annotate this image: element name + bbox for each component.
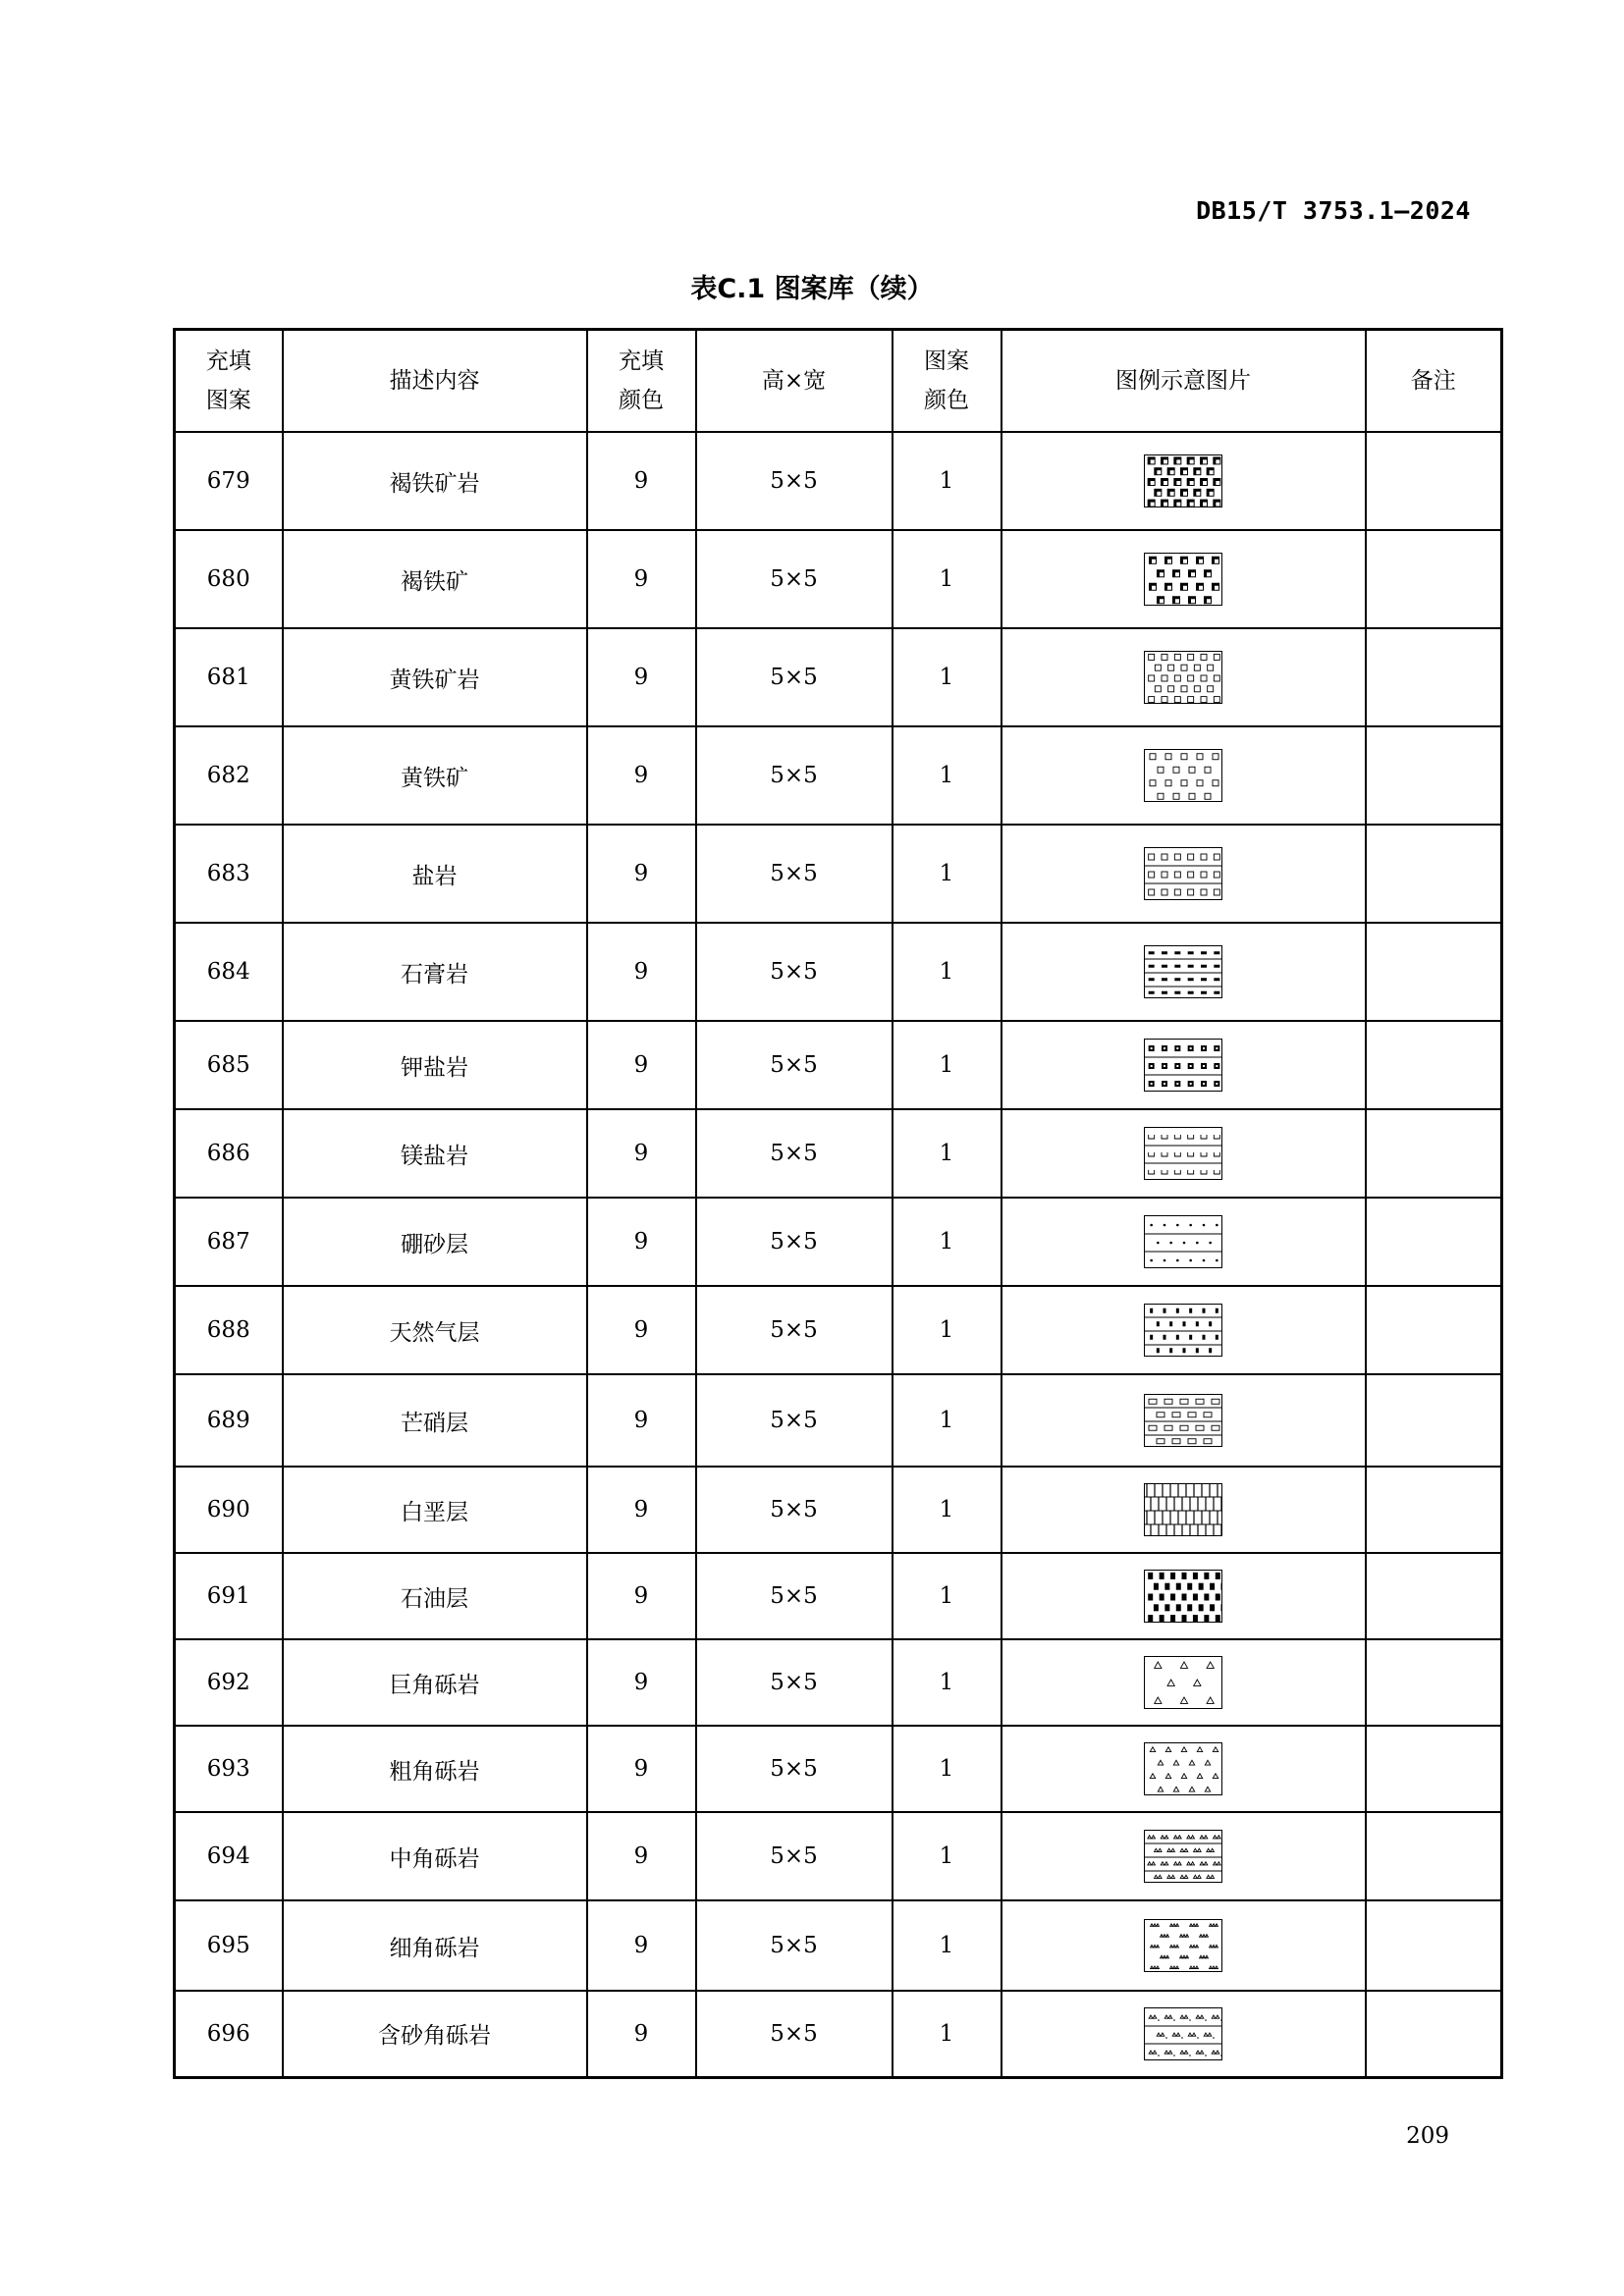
cell-fill-color: 9 xyxy=(587,1900,696,1991)
cell-pattern-id: 692 xyxy=(175,1639,283,1726)
header-fill-color xyxy=(587,330,696,433)
cell-height-width: 5×5 xyxy=(696,1109,893,1198)
cell-legend-image xyxy=(1001,530,1366,628)
cell-pattern-id: 679 xyxy=(175,432,283,530)
cell-pattern-color: 1 xyxy=(893,1553,1001,1639)
cell-pattern-color: 1 xyxy=(893,1900,1001,1991)
table-row xyxy=(175,432,1502,530)
cell-legend-image xyxy=(1001,1109,1366,1198)
cell-fill-color: 9 xyxy=(587,1812,696,1900)
cell-height-width: 5×5 xyxy=(696,1286,893,1374)
cell-legend-image xyxy=(1001,1726,1366,1812)
cell-remarks xyxy=(1366,530,1502,628)
table-row xyxy=(175,1553,1502,1639)
cell-description: 黄铁矿岩 xyxy=(283,628,587,726)
cell-remarks xyxy=(1366,628,1502,726)
cell-height-width: 5×5 xyxy=(696,628,893,726)
cell-fill-color: 9 xyxy=(587,1991,696,2077)
cell-remarks xyxy=(1366,1109,1502,1198)
header-label: 图案 颜色 xyxy=(924,348,969,413)
table-row xyxy=(175,1812,1502,1900)
cell-pattern-color: 1 xyxy=(893,530,1001,628)
cell-fill-color: 9 xyxy=(587,1286,696,1374)
pattern-swatch-magnesia xyxy=(1144,1127,1222,1180)
pattern-swatch-dense-cornersq xyxy=(1144,454,1222,507)
table-row xyxy=(175,628,1502,726)
cell-description: 黄铁矿 xyxy=(283,726,587,825)
pattern-swatch-salt xyxy=(1144,847,1222,900)
cell-description: 石油层 xyxy=(283,1553,587,1639)
cell-remarks xyxy=(1366,1639,1502,1726)
cell-pattern-id: 693 xyxy=(175,1726,283,1812)
cell-legend-image xyxy=(1001,825,1366,923)
cell-pattern-color: 1 xyxy=(893,1467,1001,1553)
cell-description: 细角砾岩 xyxy=(283,1900,587,1991)
pattern-swatch-oil xyxy=(1144,1570,1222,1623)
pattern-swatch-potash xyxy=(1144,1039,1222,1092)
cell-remarks xyxy=(1366,1286,1502,1374)
cell-remarks xyxy=(1366,726,1502,825)
pattern-swatch-dense-openbox xyxy=(1144,651,1222,704)
cell-legend-image xyxy=(1001,923,1366,1021)
cell-pattern-id: 681 xyxy=(175,628,283,726)
cell-pattern-id: 694 xyxy=(175,1812,283,1900)
cell-description: 石膏岩 xyxy=(283,923,587,1021)
cell-legend-image xyxy=(1001,1198,1366,1286)
cell-pattern-color: 1 xyxy=(893,628,1001,726)
cell-height-width: 5×5 xyxy=(696,530,893,628)
pattern-library-table xyxy=(173,328,1503,2079)
cell-remarks xyxy=(1366,923,1502,1021)
cell-remarks xyxy=(1366,432,1502,530)
cell-fill-color: 9 xyxy=(587,530,696,628)
cell-pattern-color: 1 xyxy=(893,1991,1001,2077)
cell-fill-color: 9 xyxy=(587,1553,696,1639)
cell-height-width: 5×5 xyxy=(696,1812,893,1900)
page-number: 209 xyxy=(1406,2123,1449,2149)
cell-pattern-color: 1 xyxy=(893,726,1001,825)
cell-description: 盐岩 xyxy=(283,825,587,923)
document-code: DB15/T 3753.1—2024 xyxy=(1196,196,1471,225)
cell-description: 硼砂层 xyxy=(283,1198,587,1286)
header-legend-image: 图例示意图片 xyxy=(1001,330,1366,433)
cell-description: 中角砾岩 xyxy=(283,1812,587,1900)
cell-pattern-id: 696 xyxy=(175,1991,283,2077)
cell-pattern-id: 688 xyxy=(175,1286,283,1374)
cell-legend-image xyxy=(1001,1812,1366,1900)
cell-fill-color: 9 xyxy=(587,1726,696,1812)
cell-remarks xyxy=(1366,1900,1502,1991)
cell-pattern-id: 687 xyxy=(175,1198,283,1286)
table-row xyxy=(175,1900,1502,1991)
header-description: 描述内容 xyxy=(283,330,587,433)
cell-legend-image xyxy=(1001,726,1366,825)
cell-fill-color: 9 xyxy=(587,1639,696,1726)
table-row xyxy=(175,530,1502,628)
cell-height-width: 5×5 xyxy=(696,1900,893,1991)
table-row xyxy=(175,1374,1502,1467)
cell-legend-image xyxy=(1001,1374,1366,1467)
cell-height-width: 5×5 xyxy=(696,1467,893,1553)
cell-fill-color: 9 xyxy=(587,923,696,1021)
cell-pattern-id: 691 xyxy=(175,1553,283,1639)
cell-fill-color: 9 xyxy=(587,1374,696,1467)
cell-description: 褐铁矿岩 xyxy=(283,432,587,530)
cell-height-width: 5×5 xyxy=(696,1021,893,1109)
table-header-row xyxy=(175,330,1502,433)
cell-fill-color: 9 xyxy=(587,726,696,825)
cell-fill-color: 9 xyxy=(587,1109,696,1198)
pattern-swatch-gypsum xyxy=(1144,945,1222,998)
pattern-swatch-openbox xyxy=(1144,749,1222,802)
cell-description: 粗角砾岩 xyxy=(283,1726,587,1812)
cell-remarks xyxy=(1366,1991,1502,2077)
header-label: 充填 图案 xyxy=(205,348,251,413)
pattern-swatch-chalk xyxy=(1144,1483,1222,1536)
cell-height-width: 5×5 xyxy=(696,726,893,825)
header-pattern-color xyxy=(893,330,1001,433)
cell-pattern-id: 685 xyxy=(175,1021,283,1109)
cell-fill-color: 9 xyxy=(587,1021,696,1109)
cell-height-width: 5×5 xyxy=(696,1374,893,1467)
table-row xyxy=(175,1286,1502,1374)
table-row xyxy=(175,1021,1502,1109)
cell-description: 白垩层 xyxy=(283,1467,587,1553)
cell-height-width: 5×5 xyxy=(696,432,893,530)
pattern-swatch-tri-giant xyxy=(1144,1656,1222,1709)
cell-pattern-color: 1 xyxy=(893,1286,1001,1374)
cell-height-width: 5×5 xyxy=(696,1639,893,1726)
pattern-swatch-tri-coarse xyxy=(1144,1742,1222,1795)
cell-pattern-color: 1 xyxy=(893,1374,1001,1467)
cell-legend-image xyxy=(1001,432,1366,530)
cell-pattern-id: 686 xyxy=(175,1109,283,1198)
cell-legend-image xyxy=(1001,1991,1366,2077)
pattern-swatch-tri-medium xyxy=(1144,1830,1222,1883)
cell-description: 钾盐岩 xyxy=(283,1021,587,1109)
cell-pattern-id: 682 xyxy=(175,726,283,825)
cell-pattern-color: 1 xyxy=(893,1109,1001,1198)
table-title: 表C.1 图案库（续） xyxy=(690,274,934,304)
table-row xyxy=(175,1991,1502,2077)
table-row xyxy=(175,923,1502,1021)
cell-height-width: 5×5 xyxy=(696,923,893,1021)
cell-pattern-id: 680 xyxy=(175,530,283,628)
cell-height-width: 5×5 xyxy=(696,825,893,923)
cell-fill-color: 9 xyxy=(587,628,696,726)
cell-description: 芒硝层 xyxy=(283,1374,587,1467)
cell-pattern-color: 1 xyxy=(893,1639,1001,1726)
cell-pattern-color: 1 xyxy=(893,432,1001,530)
table-row xyxy=(175,1639,1502,1726)
cell-legend-image xyxy=(1001,1639,1366,1726)
cell-pattern-color: 1 xyxy=(893,923,1001,1021)
cell-legend-image xyxy=(1001,1286,1366,1374)
cell-remarks xyxy=(1366,1198,1502,1286)
pattern-swatch-borax xyxy=(1144,1215,1222,1268)
cell-fill-color: 9 xyxy=(587,432,696,530)
cell-pattern-color: 1 xyxy=(893,825,1001,923)
cell-pattern-id: 690 xyxy=(175,1467,283,1553)
header-fill-pattern xyxy=(175,330,283,433)
table-row xyxy=(175,1467,1502,1553)
cell-remarks xyxy=(1366,1726,1502,1812)
cell-height-width: 5×5 xyxy=(696,1991,893,2077)
cell-fill-color: 9 xyxy=(587,1467,696,1553)
cell-remarks xyxy=(1366,1812,1502,1900)
cell-legend-image xyxy=(1001,628,1366,726)
pattern-swatch-gas xyxy=(1144,1304,1222,1357)
cell-pattern-id: 683 xyxy=(175,825,283,923)
cell-height-width: 5×5 xyxy=(696,1726,893,1812)
cell-pattern-id: 695 xyxy=(175,1900,283,1991)
cell-fill-color: 9 xyxy=(587,1198,696,1286)
pattern-swatch-mirabilite xyxy=(1144,1394,1222,1447)
cell-pattern-color: 1 xyxy=(893,1021,1001,1109)
table-row xyxy=(175,1726,1502,1812)
cell-description: 镁盐岩 xyxy=(283,1109,587,1198)
table-row xyxy=(175,1198,1502,1286)
header-label: 充填 颜色 xyxy=(619,348,664,413)
cell-pattern-id: 689 xyxy=(175,1374,283,1467)
cell-legend-image xyxy=(1001,1900,1366,1991)
header-remarks: 备注 xyxy=(1366,330,1502,433)
table-row xyxy=(175,825,1502,923)
cell-pattern-id: 684 xyxy=(175,923,283,1021)
cell-remarks xyxy=(1366,825,1502,923)
header-height-width: 高×宽 xyxy=(696,330,893,433)
cell-legend-image xyxy=(1001,1553,1366,1639)
pattern-swatch-tri-sandy xyxy=(1144,2007,1222,2060)
cell-remarks xyxy=(1366,1553,1502,1639)
cell-description: 天然气层 xyxy=(283,1286,587,1374)
cell-pattern-color: 1 xyxy=(893,1812,1001,1900)
cell-height-width: 5×5 xyxy=(696,1198,893,1286)
cell-pattern-color: 1 xyxy=(893,1198,1001,1286)
table-row xyxy=(175,726,1502,825)
cell-remarks xyxy=(1366,1021,1502,1109)
cell-pattern-color: 1 xyxy=(893,1726,1001,1812)
cell-description: 含砂角砾岩 xyxy=(283,1991,587,2077)
cell-description: 褐铁矿 xyxy=(283,530,587,628)
cell-remarks xyxy=(1366,1467,1502,1553)
cell-height-width: 5×5 xyxy=(696,1553,893,1639)
table-row xyxy=(175,1109,1502,1198)
cell-description: 巨角砾岩 xyxy=(283,1639,587,1726)
cell-legend-image xyxy=(1001,1021,1366,1109)
cell-remarks xyxy=(1366,1374,1502,1467)
pattern-swatch-tri-fine xyxy=(1144,1919,1222,1972)
pattern-swatch-cornersq xyxy=(1144,553,1222,606)
cell-legend-image xyxy=(1001,1467,1366,1553)
cell-fill-color: 9 xyxy=(587,825,696,923)
